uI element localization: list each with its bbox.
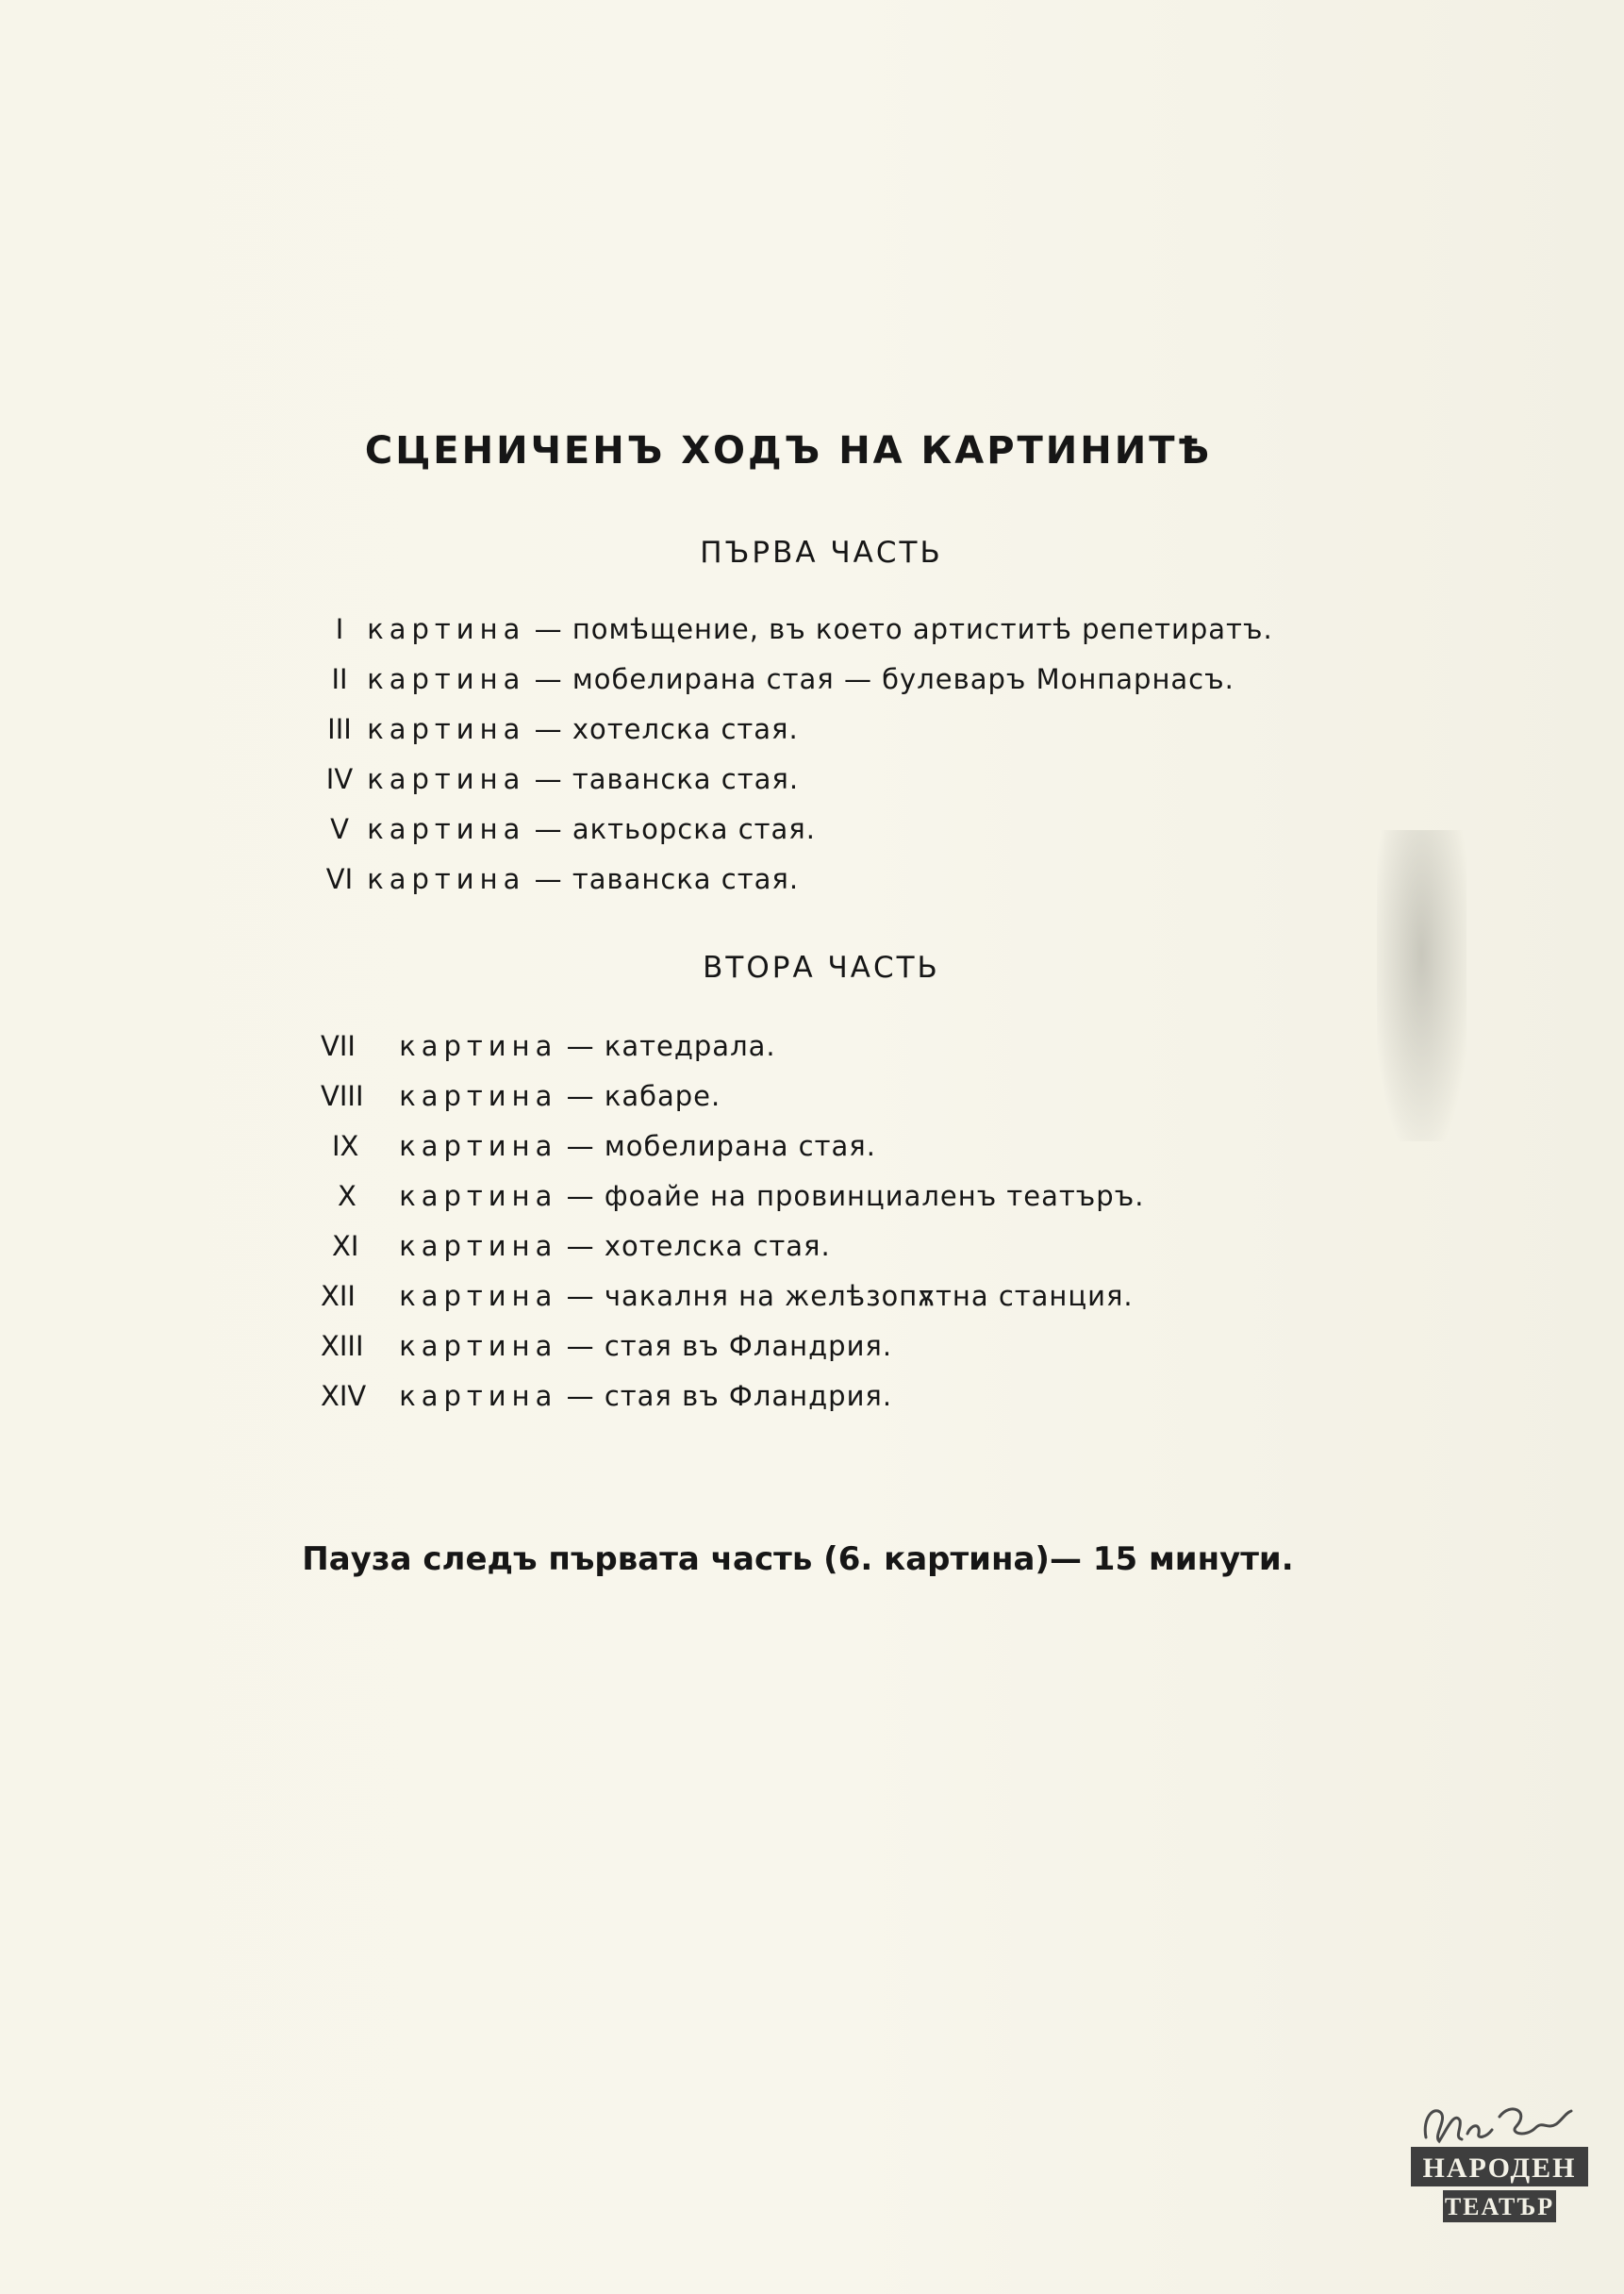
part-heading-second: ВТОРА ЧАСТЬ bbox=[703, 951, 940, 985]
scene-keyword: картина bbox=[367, 763, 526, 795]
scene-number: III bbox=[327, 713, 352, 745]
scene-number: XII bbox=[321, 1280, 356, 1312]
scene-number: V bbox=[330, 813, 349, 845]
intermission-note: Пауза следъ първата часть (6. картина)— 15 минути. bbox=[302, 1540, 1294, 1578]
scene-row bbox=[321, 1030, 776, 1062]
scene-number: VII bbox=[321, 1030, 356, 1062]
scene-description: — катедрала. bbox=[566, 1030, 776, 1062]
scene-description: — стая въ Фландрия. bbox=[566, 1330, 893, 1362]
scene-keyword: картина bbox=[399, 1030, 558, 1062]
scene-description: — мобелирана стая — булеваръ Монпарнасъ. bbox=[534, 663, 1235, 695]
scene-number: VI bbox=[325, 863, 354, 895]
scene-description: — помѣщение, въ което артиститѣ репетиратъ. bbox=[534, 613, 1273, 645]
scene-keyword: картина bbox=[367, 813, 526, 845]
scene-number: IX bbox=[332, 1130, 359, 1162]
scene-row bbox=[321, 663, 1235, 695]
scene-keyword: картина bbox=[367, 713, 526, 745]
national-theatre-logo bbox=[1405, 2092, 1594, 2234]
scene-row bbox=[321, 1130, 876, 1162]
logo-line-1: НАРОДЕН bbox=[1422, 2153, 1577, 2184]
scene-number: X bbox=[338, 1180, 356, 1212]
scene-keyword: картина bbox=[399, 1380, 558, 1412]
scene-description: — чакалня на желѣзопѫтна станция. bbox=[566, 1280, 1134, 1312]
page-title: СЦЕНИЧЕНЪ ХОДЪ НА КАРТИНИТѢ bbox=[364, 429, 1213, 473]
scene-row bbox=[321, 813, 816, 845]
scene-row bbox=[321, 1180, 1144, 1212]
scene-number: XIII bbox=[321, 1330, 364, 1362]
scene-keyword: картина bbox=[399, 1330, 558, 1362]
scene-description: — хотелска стая. bbox=[566, 1230, 831, 1262]
scene-keyword: картина bbox=[367, 663, 526, 695]
scene-number: II bbox=[331, 663, 348, 695]
scene-row bbox=[321, 1230, 831, 1262]
scene-keyword: картина bbox=[399, 1130, 558, 1162]
part-heading-first: ПЪРВА ЧАСТЬ bbox=[700, 536, 943, 570]
scene-description: — актьорска стая. bbox=[534, 813, 816, 845]
scene-row bbox=[321, 863, 799, 895]
scene-description: — хотелска стая. bbox=[534, 713, 799, 745]
scene-keyword: картина bbox=[399, 1230, 558, 1262]
scene-number: I bbox=[335, 613, 344, 645]
logo-line-2: ТЕАТЪР bbox=[1444, 2193, 1555, 2220]
scene-row bbox=[321, 1080, 721, 1112]
scene-keyword: картина bbox=[399, 1080, 558, 1112]
scene-row bbox=[321, 1330, 892, 1362]
scene-row bbox=[321, 713, 799, 745]
scene-description: — таванска стая. bbox=[534, 863, 800, 895]
scene-keyword: картина bbox=[367, 863, 526, 895]
scene-row bbox=[321, 763, 799, 795]
scene-number: XIV bbox=[321, 1380, 367, 1412]
paper-stain bbox=[1377, 830, 1467, 1141]
scene-keyword: картина bbox=[399, 1180, 558, 1212]
scene-keyword: картина bbox=[399, 1280, 558, 1312]
scene-description: — таванска стая. bbox=[534, 763, 800, 795]
scene-description: — фоайе на провинциаленъ театъръ. bbox=[566, 1180, 1145, 1212]
scene-number: XI bbox=[332, 1230, 359, 1262]
scene-row bbox=[321, 613, 1273, 645]
scene-number: VIII bbox=[321, 1080, 364, 1112]
scene-row bbox=[321, 1380, 892, 1412]
scene-number: IV bbox=[325, 763, 354, 795]
theatre-logo-graphic bbox=[1405, 2092, 1594, 2234]
scene-row bbox=[321, 1280, 1134, 1312]
scene-description: — мобелирана стая. bbox=[566, 1130, 876, 1162]
scene-description: — кабаре. bbox=[566, 1080, 721, 1112]
scene-description: — стая въ Фландрия. bbox=[566, 1380, 893, 1412]
scene-keyword: картина bbox=[367, 613, 526, 645]
